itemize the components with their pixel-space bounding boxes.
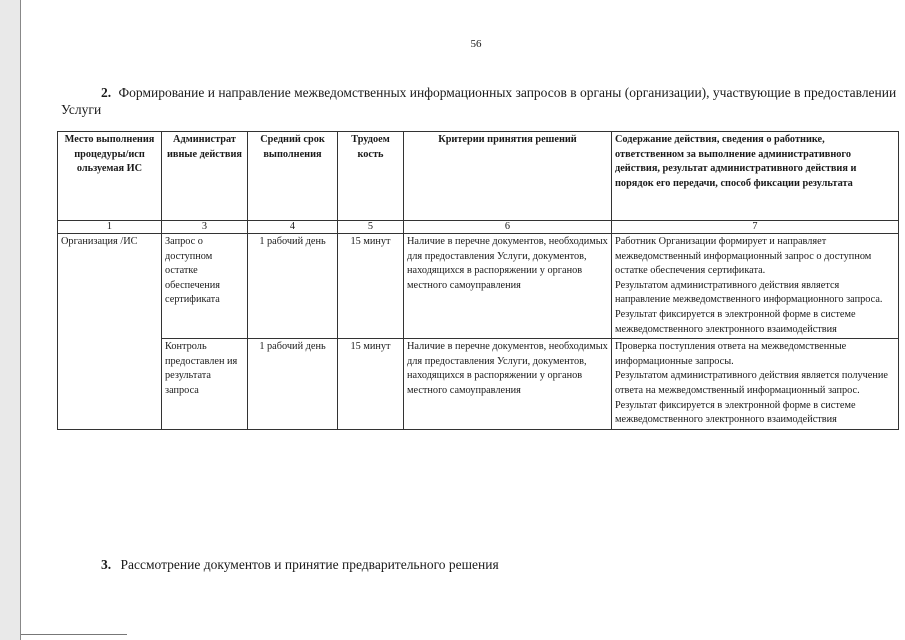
- labor-cell: 15 минут: [338, 339, 404, 430]
- criteria-cell: Наличие в перечне документов, необходимых для предоставления Услуги, документов, находящихся в распоряжении у органов местного самоуправления: [404, 234, 612, 339]
- criteria-cell: Наличие в перечне документов, необходимых для предоставления Услуги, документов, находящихся в распоряжении у органов местного самоуправления: [404, 339, 612, 430]
- table-row: [58, 234, 899, 339]
- section-2-title: Формирование и направление межведомственных информационных запросов в органы (организации), участвующие в предоставлении Услуги: [61, 85, 897, 117]
- column-number: 7: [612, 221, 899, 234]
- content-paragraph: Результат фиксируется в электронной форме в системе межведомственного электронного взаимодействия: [615, 399, 856, 426]
- column-number: 6: [404, 221, 612, 234]
- page-bottom-rule: [21, 634, 127, 635]
- header-criteria: Критерии принятия решений: [404, 132, 612, 221]
- labor-cell: 15 минут: [338, 234, 404, 339]
- section-3-number: 3.: [101, 557, 112, 572]
- section-3-title: Рассмотрение документов и принятие предварительного решения: [120, 557, 499, 572]
- document-page: [20, 0, 905, 640]
- column-number: 3: [162, 221, 248, 234]
- page-number: 56: [470, 38, 482, 50]
- term-cell: 1 рабочий день: [248, 234, 338, 339]
- section-2-heading: [61, 84, 899, 118]
- content-paragraph: Проверка поступления ответа на межведомственные информационные запросы.: [615, 341, 847, 367]
- header-content: Содержание действия, сведения о работнике, ответственном за выполнение административного действия, результат административного действия и порядок его передачи, способ фиксации результата: [612, 132, 899, 221]
- header-actions: Администрат ивные действия: [162, 132, 248, 221]
- section-2-number: 2.: [101, 85, 112, 100]
- content-cell: [612, 339, 899, 430]
- content-paragraph: Результат фиксируется в электронной форме в системе межведомственного электронного взаимодействия: [615, 308, 856, 335]
- term-cell: 1 рабочий день: [248, 339, 338, 430]
- content-paragraph: Работник Организации формирует и направляет межведомственный информационный запрос о доступном остатке обеспечения сертификата.: [615, 236, 872, 277]
- column-number: 1: [58, 221, 162, 234]
- action-cell: Контроль предоставлен ия результата запроса: [162, 339, 248, 430]
- column-number-row: [58, 221, 899, 234]
- header-place: Место выполнения процедуры/исп ользуемая ИС: [58, 132, 162, 221]
- content-cell: [612, 234, 899, 339]
- place-cell: Организация /ИС: [58, 234, 162, 430]
- table-header-row: [58, 132, 899, 221]
- action-cell: Запрос о доступном остатке обеспечения сертификата: [162, 234, 248, 339]
- section-3-heading: [101, 557, 499, 573]
- table-row: [58, 339, 899, 430]
- content-paragraph: Результатом административного действия является направление межведомственного информационного запроса.: [615, 279, 883, 306]
- column-number: 5: [338, 221, 404, 234]
- content-paragraph: Результатом административного действия является получение ответа на межведомственный информационный запрос.: [615, 370, 888, 396]
- header-term: Средний срок выполнения: [248, 132, 338, 221]
- column-number: 4: [248, 221, 338, 234]
- procedure-table: [57, 131, 899, 430]
- header-labor: Трудоем кость: [338, 132, 404, 221]
